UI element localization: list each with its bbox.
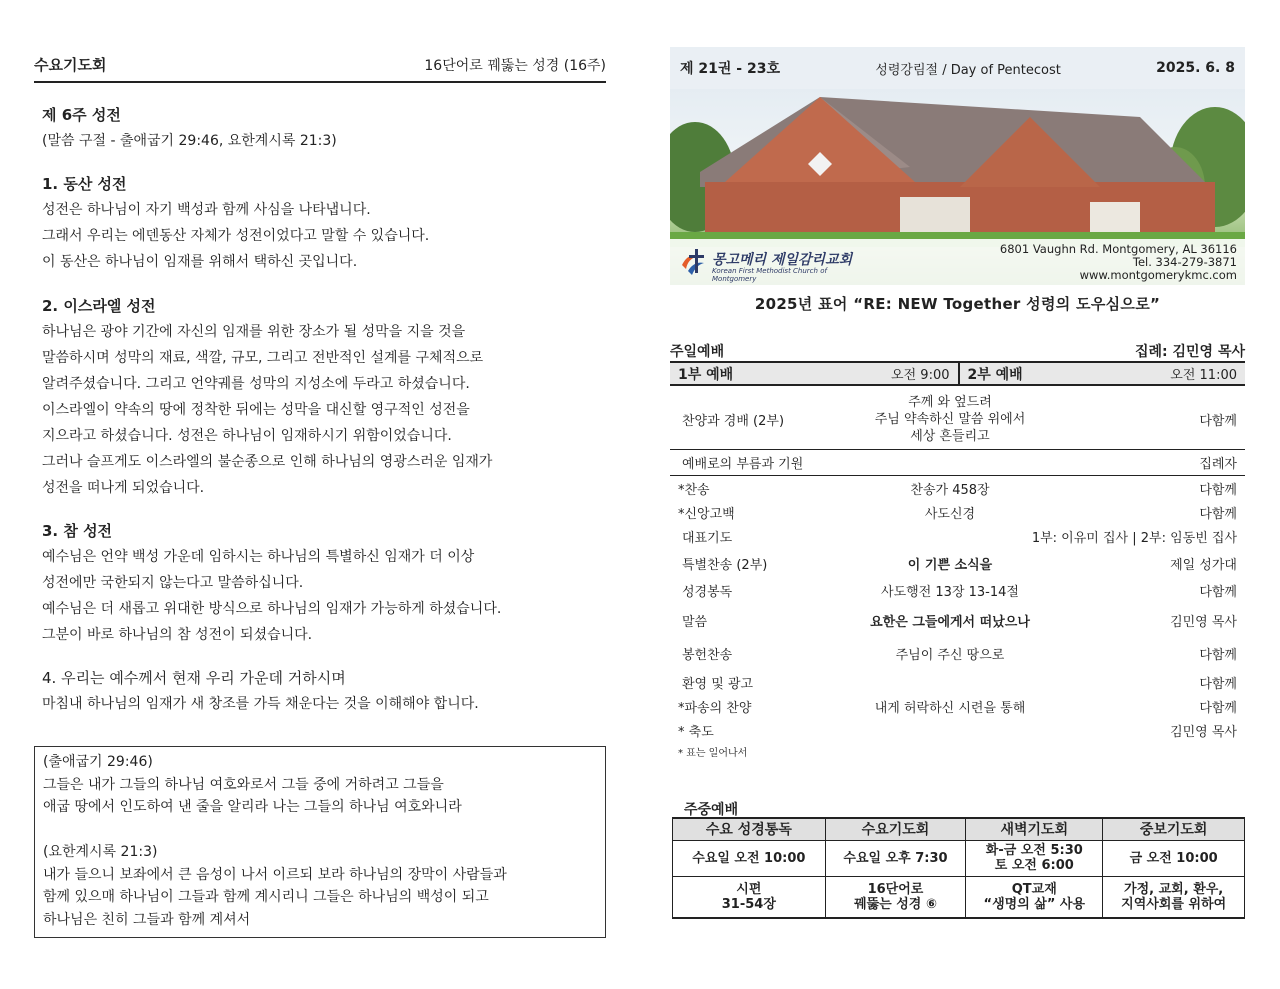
midweek-schedule-table [672,817,1245,919]
section-true-temple [42,519,602,648]
cell-line: 화-금 오전 5:30 [985,843,1083,858]
order-item: 특별찬송 (2부) [682,557,768,573]
praise-song: 주님 약속하신 말씀 위에서 [874,411,1026,427]
section-garden-temple [42,172,602,275]
week-subtitle: (말씀 구절 - 출애굽기 29:46, 요한계시록 21:3) [42,133,337,149]
cross-flame-icon [678,247,708,277]
order-leader: 다함께 [1199,413,1237,429]
order-detail: 찬송가 458장 [910,482,990,498]
divider [670,475,1245,476]
order-row-hymn [670,478,1245,498]
section-conclusion [42,666,602,717]
cell-line: 지역사회를 위하여 [1121,896,1227,912]
section-heading: 4. 우리는 예수께서 현재 우리 가운데 거하시며 [42,669,346,687]
order-detail: 주님이 주신 땅으로 [895,647,1005,663]
scripture-line: 그들은 내가 그들의 하나님 여호와로서 그들 중에 거하려고 그들을 [43,776,444,793]
order-item: *찬송 [678,482,710,498]
divider [670,449,1245,450]
order-row-creed [670,502,1245,522]
order-row-special [670,553,1245,573]
order-leader: 다함께 [1199,584,1237,600]
order-leader: 김민영 목사 [1170,614,1237,630]
church-painting [670,77,1245,247]
table-cell [673,876,826,918]
cell-line: 꿰뚫는 성경 ⑥ [854,896,937,912]
second-service [958,363,1246,384]
order-row-praise [670,392,1245,446]
scripture-reference: (요한계시록 21:3) [43,844,158,860]
church-logo [678,245,854,281]
table-cell [1103,876,1245,918]
order-leader: 1부: 이유미 집사 | 2부: 임동빈 집사 [1031,530,1237,546]
cell-line: QT교재 [1011,881,1057,897]
order-leader: 다함께 [1199,506,1237,522]
section-israel-temple [42,294,602,501]
scripture-line: 하나님은 친히 그들과 함께 계셔서 [43,911,251,928]
order-item: *파송의 찬양 [678,700,752,716]
table-cell [825,876,966,918]
left-header-title: 수요기도회 [34,56,107,74]
praise-song: 주께 와 엎드려 [908,394,992,410]
section-line: 알려주셨습니다. 그리고 언약궤를 성막의 지성소에 두라고 하셨습니다. [42,376,470,392]
table-header: 새벽기도회 [966,818,1103,840]
praise-song: 세상 흔들리고 [910,428,990,444]
church-website[interactable]: www.montgomerykmc.com [1079,268,1237,282]
week-title: 제 6주 성전 [42,106,121,124]
order-row-welcome [670,672,1245,692]
table-header-row [673,818,1245,840]
order-detail: 이 기쁜 소식을 [907,557,993,573]
second-service-label: 2부 예배 [967,366,1023,383]
order-detail: 사도행전 13장 13-14절 [881,584,1019,600]
order-row-call [670,452,1245,472]
section-line: 이 동산은 하나님이 임재를 위해서 택하신 곳입니다. [42,254,358,270]
order-item: 성경봉독 [682,584,733,600]
section-line: 그러나 슬프게도 이스라엘의 불순종으로 인해 하나님의 영광스러운 임재가 [42,454,493,470]
order-row-sending [670,696,1245,716]
church-name: 몽고메리 제일감리교회 [712,252,853,268]
order-leader: 집례자 [1199,456,1237,472]
scripture-reference: (출애굽기 29:46) [43,754,153,770]
order-detail: 사도신경 [924,506,976,522]
section-heading: 1. 동산 성전 [42,175,127,193]
cell-line: “생명의 삶” 사용 [983,896,1086,912]
table-cell [966,876,1103,918]
midweek-worship-title: 주중예배 [684,802,739,818]
section-heading: 2. 이스라엘 성전 [42,297,156,315]
bulletin-banner [670,47,1245,285]
first-service [670,363,958,384]
order-item: 예배로의 부름과 기원 [682,456,804,472]
table-cell: 수요일 오전 10:00 [673,840,826,876]
table-header: 중보기도회 [1103,818,1245,840]
table-header: 수요 성경통독 [673,818,826,840]
section-line: 지으라고 하셨습니다. 성전은 하나님이 임재하시기 위함이었습니다. [42,428,452,444]
table-cell: 금 오전 10:00 [1103,840,1245,876]
scripture-line: 내가 들으니 보좌에서 큰 음성이 나서 이르되 보라 하나님의 장막이 사람들과 [43,866,507,883]
sunday-worship-title: 주일예배 [670,344,725,360]
church-address: 6801 Vaughn Rd. Montgomery, AL 36116 [999,242,1237,256]
order-row-prayer [670,526,1245,546]
right-page [670,47,1245,912]
cell-line: 31-54장 [721,896,776,912]
cell-line: 16단어로 [867,881,924,897]
cell-line: 가정, 교회, 환우, [1124,881,1224,897]
volume-number: 제 21권 - 23호 [680,61,780,77]
table-cell: 수요일 오후 7:30 [825,840,966,876]
scripture-line: 함께 있으매 하나님이 그들과 함께 계시리니 그들은 하나님의 백성이 되고 [43,889,489,905]
section-line: 예수님은 언약 백성 가운데 임하시는 하나님의 특별하신 임재가 더 이상 [42,549,475,565]
cell-line: 토 오전 6:00 [994,858,1074,873]
order-leader: 다함께 [1199,647,1237,663]
cell-line: 시편 [736,881,762,897]
order-item: *신앙고백 [678,506,735,522]
church-phone: Tel. 334-279-3871 [1132,255,1237,269]
order-item: * 축도 [678,724,714,740]
left-header [34,52,606,83]
annual-motto: 2025년 표어 “RE: NEW Together 성령의 도우심으로” [754,295,1161,313]
order-leader: 다함께 [1199,676,1237,692]
order-item: 말씀 [682,614,708,630]
order-row-blessing [670,720,1245,740]
order-item: 봉헌찬송 [682,647,733,663]
bulletin-date: 2025. 6. 8 [1156,60,1235,76]
section-line: 하나님은 광야 기간에 자신의 임재를 위한 장소가 될 성막을 지을 것을 [42,324,466,340]
order-item: 환영 및 광고 [682,676,754,692]
section-line: 이스라엘이 약속의 땅에 정착한 뒤에는 성막을 대신할 영구적인 성전을 [42,402,470,418]
section-line: 성전을 떠나게 되었습니다. [42,480,205,496]
order-leader: 다함께 [1199,700,1237,716]
order-detail: 요한은 그들에게서 떠났으나 [870,614,1030,630]
church-name-english: Korean First Methodist Church of Montgomery [712,267,827,283]
order-leader: 다함께 [1199,482,1237,498]
banner-top-bar [670,47,1245,89]
section-heading: 3. 참 성전 [42,522,113,540]
section-line: 말씀하시며 성막의 재료, 색깔, 규모, 그리고 전반적인 설계를 구체적으로 [42,350,484,366]
table-row [673,876,1245,918]
scripture-box [34,746,606,938]
banner-footer [670,239,1245,285]
order-leader: 김민영 목사 [1170,724,1237,740]
left-page [34,52,606,928]
church-contact [1000,243,1237,282]
second-service-time: 오전 11:00 [1170,368,1237,383]
scripture-line: 애굽 땅에서 인도하여 낸 줄을 알리라 나는 그들의 하나님 여호와니라 [43,799,462,815]
table-header: 수요기도회 [825,818,966,840]
order-detail [805,394,1095,445]
section-line: 성전에만 국한되지 않는다고 말씀하십니다. [42,575,304,591]
order-row-reading [670,580,1245,600]
section-line: 성전은 하나님이 자기 백성과 함께 사심을 나타냅니다. [42,202,371,218]
sunday-worship-header [670,341,1245,361]
table-row [673,840,1245,876]
order-row-sermon [670,610,1245,630]
officiant: 집례: 김민영 목사 [1134,344,1245,360]
order-leader: 제일 성가대 [1170,557,1237,573]
order-item: 대표기도 [682,530,733,546]
left-header-subtitle: 16단어로 꿰뚫는 성경 (16주) [424,58,606,74]
section-line: 그분이 바로 하나님의 참 성전이 되셨습니다. [42,627,313,643]
liturgical-season: 성령강림절 / Day of Pentecost [875,62,1061,78]
section-line: 그래서 우리는 에덴동산 자체가 성전이었다고 말할 수 있습니다. [42,228,430,244]
section-line: 마침내 하나님의 임재가 새 창조를 가득 채운다는 것을 이해해야 합니다. [42,696,479,712]
first-service-time: 오전 9:00 [891,368,950,383]
table-cell [966,840,1103,876]
section-line: 예수님은 더 새롭고 위대한 방식으로 하나님의 임재가 가능하게 하셨습니다. [42,601,502,617]
first-service-label: 1부 예배 [678,366,734,383]
standing-note: * 표는 일어나서 [678,748,748,759]
order-item: 찬양과 경배 (2부) [682,413,785,429]
service-times-bar [670,361,1245,386]
order-row-offering [670,643,1245,663]
order-detail: 내게 허락하신 시련을 통해 [874,700,1026,716]
